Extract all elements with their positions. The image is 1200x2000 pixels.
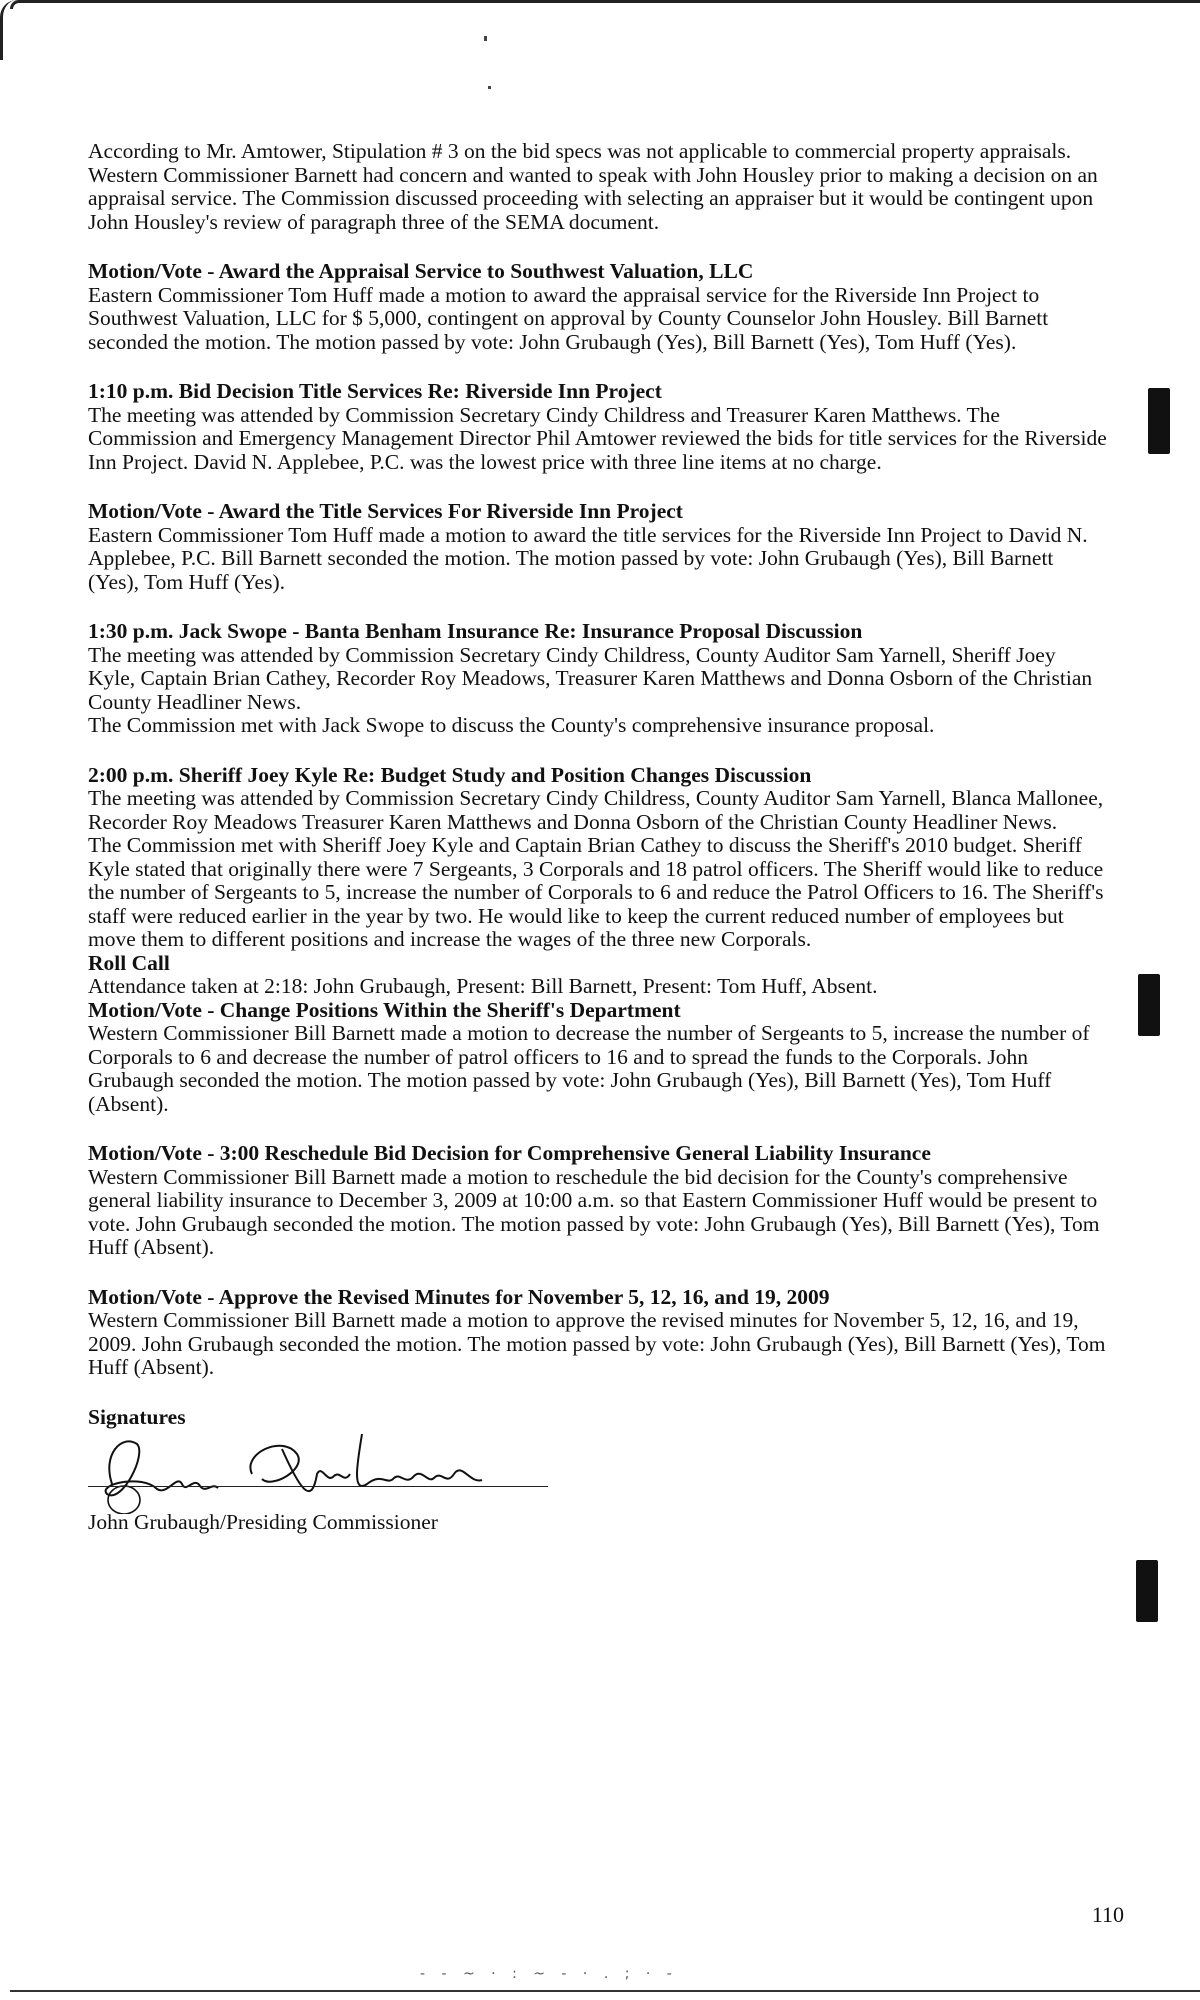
signatures-heading: Signatures — [88, 1404, 186, 1429]
section-heading: Motion/Vote - Approve the Revised Minutes for November 5, 12, 16, and 19, 2009 — [88, 1284, 830, 1309]
section-heading: 2:00 p.m. Sheriff Joey Kyle Re: Budget Study and Position Changes Discussion — [88, 762, 812, 787]
signature-block — [88, 1406, 1108, 1535]
margin-change-bar — [1136, 1560, 1158, 1622]
scan-frame-bottom — [10, 1986, 1200, 1992]
section-body: Eastern Commissioner Tom Huff made a motion to award the title services for the Riverside Inn Project to David N. Applebee, P.C. Bill Barnett seconded the motion. The motion passed by vote: John Grubaugh (Yes), Bill Barnett (Yes), Tom Huff (Yes). — [88, 522, 1088, 594]
roll-call-heading: Roll Call — [88, 950, 170, 975]
section-title-services-bid — [88, 380, 1108, 474]
page-number: 110 — [1091, 1902, 1124, 1927]
section-body: The meeting was attended by Commission Secretary Cindy Childress and Treasurer Karen Matthews. The Commission and Emergency Management Director Phil Amtower reviewed the bids for title services for the Riverside Inn Project. David N. Applebee, P.C. was the lowest price with three line items at no charge. — [88, 402, 1107, 474]
section-appraisal-motion — [88, 260, 1108, 354]
handwritten-signature — [82, 1414, 502, 1514]
section-reschedule-liability — [88, 1142, 1108, 1260]
scan-speck — [488, 86, 491, 89]
section-body: The meeting was attended by Commission Secretary Cindy Childress, County Auditor Sam Yarnell, Blanca Mallonee, Recorder Roy Meadows Treasurer Karen Matthews and Donna Osborn of the Christian County Headliner News. — [88, 786, 1104, 834]
section-body: Eastern Commissioner Tom Huff made a motion to award the appraisal service for the Riverside Inn Project to Southwest Valuation, LLC for $ 5,000, contingent on approval by County Counselor John Housley. Bill Barnett seconded the motion. The motion passed by vote: John Grubaugh (Yes), Bill Barnett (Yes), Tom Huff (Yes). — [88, 282, 1049, 354]
signature-line — [88, 1486, 548, 1487]
positions-motion-body: Western Commissioner Bill Barnett made a motion to decrease the number of Sergeants to 5, increase the number of Corporals to 6 and decrease the number of patrol officers to 16 and to spread the funds to the Corporals. John Grubaugh seconded the motion. The motion passed by vote: John Grubaugh (Yes), Bill Barnett (Yes), Tom Huff (Absent). — [88, 1021, 1090, 1116]
scan-speck — [484, 36, 487, 41]
signer-name-title: John Grubaugh/Presiding Commissioner — [88, 1510, 438, 1534]
scan-frame-corner — [0, 0, 17, 60]
positions-motion-heading: Motion/Vote - Change Positions Within the Sheriff's Department — [88, 997, 681, 1022]
section-sheriff-budget — [88, 764, 1108, 1117]
section-heading: Motion/Vote - Award the Appraisal Service to Southwest Valuation, LLC — [88, 259, 754, 283]
roll-call-body: Attendance taken at 2:18: John Grubaugh, Present: Bill Barnett, Present: Tom Huff, Absent. — [88, 974, 878, 998]
section-title-services-motion — [88, 500, 1108, 594]
section-body-continued: The Commission met with Sheriff Joey Kyle and Captain Brian Cathey to discuss the Sheriff's 2010 budget. Sheriff Kyle stated that originally there were 7 Sergeants, 3 Corporals and 18 patrol officers. The Sheriff would like to reduce the number of Sergeants to 5, increase the number of Corporals to 6 and reduce the Patrol Officers to 16. The Sheriff's staff were reduced earlier in the year by two. He would like to keep the current reduced number of employees but move them to different positions and increase the wages of the three new Corporals. — [88, 833, 1104, 951]
section-body: According to Mr. Amtower, Stipulation # 3 on the bid specs was not applicable to commercial property appraisals. Western Commissioner Barnett had concern and wanted to speak with John Housley prior to making a decision on an appraisal service. The Commission discussed proceeding with selecting an appraiser but it would be contingent upon John Housley's review of paragraph three of the SEMA document. — [88, 139, 1098, 234]
scan-noise: - ‐ ~ · : ~ ‐ · . ; · - — [420, 1966, 678, 1982]
margin-change-bar — [1148, 388, 1170, 454]
scan-frame-top — [10, 0, 1200, 9]
section-heading: Motion/Vote - 3:00 Reschedule Bid Decision for Comprehensive General Liability Insurance — [88, 1141, 931, 1165]
minutes-content — [88, 140, 1108, 1535]
section-body: Western Commissioner Bill Barnett made a motion to reschedule the bid decision for the County's comprehensive general liability insurance to December 3, 2009 at 10:00 a.m. so that Eastern Commissioner Huff would be present to vote. John Grubaugh seconded the motion. The motion passed by vote: John Grubaugh (Yes), Bill Barnett (Yes), Tom Huff (Absent). — [88, 1164, 1100, 1259]
section-insurance-proposal — [88, 620, 1108, 738]
section-body-continued: The Commission met with Jack Swope to discuss the County's comprehensive insurance proposal. — [88, 713, 935, 737]
margin-change-bar — [1138, 974, 1160, 1036]
section-heading: 1:30 p.m. Jack Swope - Banta Benham Insurance Re: Insurance Proposal Discussion — [88, 619, 863, 643]
section-revised-minutes — [88, 1286, 1108, 1380]
section-heading: Motion/Vote - Award the Title Services For Riverside Inn Project — [88, 499, 683, 523]
section-body: Western Commissioner Bill Barnett made a motion to approve the revised minutes for November 5, 12, 16, and 19, 2009. John Grubaugh seconded the motion. The motion passed by vote: John Grubaugh (Yes), Bill Barnett (Yes), Tom Huff (Absent). — [88, 1308, 1106, 1379]
section-amtower-stipulation — [88, 140, 1108, 234]
section-body: The meeting was attended by Commission Secretary Cindy Childress, County Auditor Sam Yarnell, Sheriff Joey Kyle, Captain Brian Cathey, Recorder Roy Meadows, Treasurer Karen Matthews and Donna Osborn of the Christian County Headliner News. — [88, 642, 1093, 714]
section-heading: 1:10 p.m. Bid Decision Title Services Re: Riverside Inn Project — [88, 379, 662, 403]
